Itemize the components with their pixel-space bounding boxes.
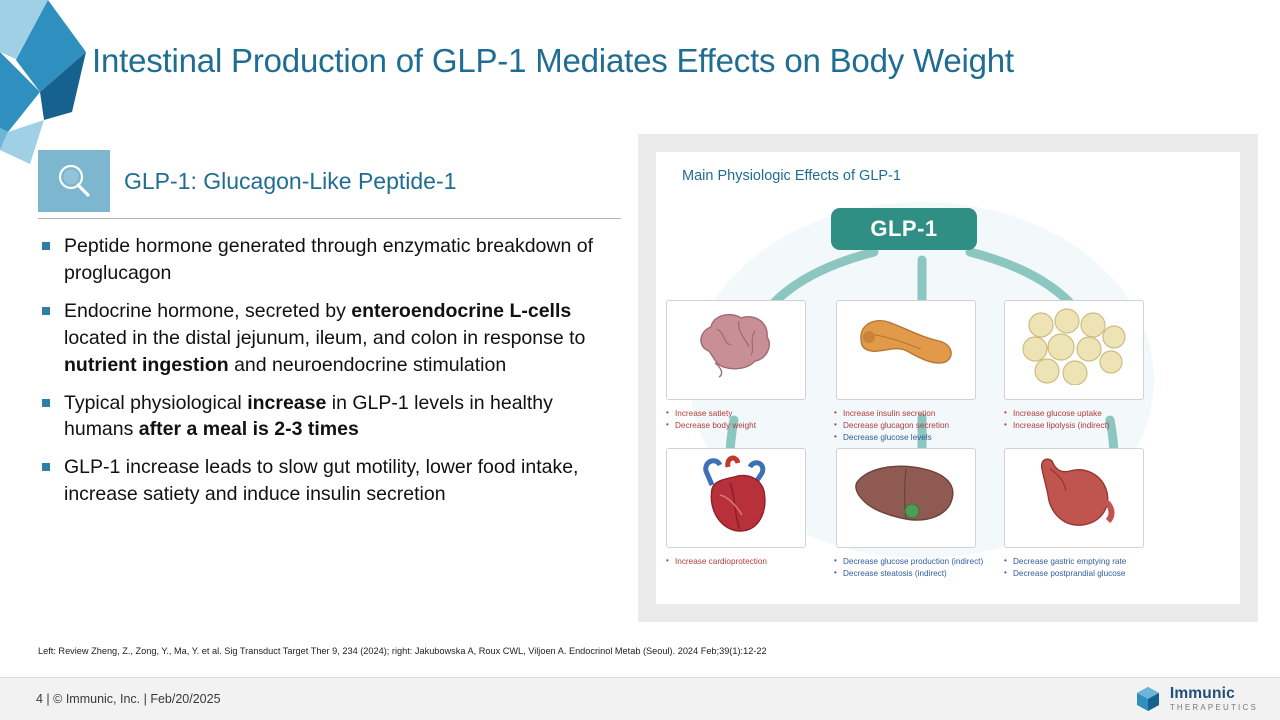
- bullet-text-run: and neuroendocrine stimulation: [228, 353, 507, 376]
- bullet-text-run: increase: [247, 391, 327, 414]
- bullet-item: [38, 454, 624, 508]
- divider: [38, 218, 621, 219]
- organ-effect-text: • Increase cardioprotection: [666, 556, 831, 568]
- bullet-item: [38, 233, 624, 287]
- company-logo: [1134, 685, 1258, 713]
- subheading-text: GLP-1: Glucagon-Like Peptide-1: [124, 167, 457, 194]
- figure-inner: [656, 152, 1240, 604]
- glp1-hub-label: GLP-1: [831, 208, 977, 250]
- organ-card-brain: [666, 300, 806, 400]
- figure-panel: [638, 134, 1258, 622]
- bullet-text-run: Endocrine hormone, secreted by: [64, 299, 352, 322]
- magnifier-icon: [38, 150, 110, 212]
- organ-caption-brain: [666, 408, 831, 432]
- organ-effect-text: • Decrease gastric emptying rate: [1004, 556, 1169, 568]
- organ-caption-stomach: [1004, 556, 1169, 580]
- bullet-list: [38, 233, 624, 508]
- organ-effect-text: • Increase lipolysis (indirect): [1004, 420, 1169, 432]
- organ-card-adipose: [1004, 300, 1144, 400]
- organ-caption-pancreas: [834, 408, 999, 444]
- logo-mark-icon: [1134, 685, 1162, 713]
- page-title: Intestinal Production of GLP-1 Mediates Effects on Body Weight: [92, 42, 1014, 79]
- organ-card-liver: [836, 448, 976, 548]
- footer-text: 4 | © Immunic, Inc. | Feb/20/2025: [36, 692, 221, 706]
- organ-effect-text: • Decrease body weight: [666, 420, 831, 432]
- figure-title: Main Physiologic Effects of GLP-1: [682, 168, 901, 184]
- logo-name: Immunic: [1169, 685, 1235, 703]
- figure-canvas: [656, 186, 1240, 604]
- bullet-text-run: nutrient ingestion: [64, 353, 229, 376]
- footer-bar: [0, 677, 1280, 720]
- organ-effect-text: • Increase glucose uptake: [1004, 408, 1169, 420]
- bullet-text-run: GLP-1 increase leads to slow gut motility, lower food intake, increase satiety and induce insulin secretion: [64, 456, 579, 506]
- subheading-row: [38, 150, 626, 212]
- left-content-column: [38, 150, 626, 519]
- organ-effect-text: • Increase insulin secretion: [834, 408, 999, 420]
- source-note: Left: Review Zheng, Z., Zong, Y., Ma, Y. et al. Sig Transduct Target Ther 9, 234 (2024); right: Jakubowska A, Roux CWL, Viljoen A. Endocrinol Metab (Seoul). 2024 Feb;39(1):12-22: [38, 646, 767, 656]
- organ-effect-text: • Decrease glucagon secretion: [834, 420, 999, 432]
- bullet-text-run: enteroendocrine L-cells: [351, 299, 572, 322]
- logo-tagline: THERAPEUTICS: [1169, 702, 1258, 712]
- organ-effect-text: • Decrease postprandial glucose: [1004, 568, 1169, 580]
- bullet-text-run: located in the distal jejunum, ileum, and colon in response to: [64, 326, 586, 349]
- bullet-item: [38, 298, 624, 379]
- organ-effect-text: • Decrease glucose production (indirect): [834, 556, 999, 568]
- logo-wordmark: [1170, 686, 1258, 712]
- organ-card-stomach: [1004, 448, 1144, 548]
- organ-card-pancreas: [836, 300, 976, 400]
- organ-effect-text: • Increase satiety: [666, 408, 831, 420]
- organ-effect-text: • Decrease glucose levels: [834, 432, 999, 444]
- bullet-text-run: after a meal is 2-3 times: [138, 418, 359, 441]
- organ-caption-adipose: [1004, 408, 1169, 432]
- bullet-item: [38, 390, 624, 444]
- bullet-text-run: in GLP-1 levels in healthy humans: [64, 391, 553, 441]
- bullet-text-run: Peptide hormone generated through enzymatic breakdown of proglucagon: [64, 235, 594, 284]
- organ-caption-liver: [834, 556, 999, 580]
- organ-card-heart: [666, 448, 806, 548]
- organ-effect-text: • Decrease steatosis (indirect): [834, 568, 999, 580]
- bullet-text-run: Typical physiological: [64, 391, 248, 414]
- organ-caption-heart: [666, 556, 831, 568]
